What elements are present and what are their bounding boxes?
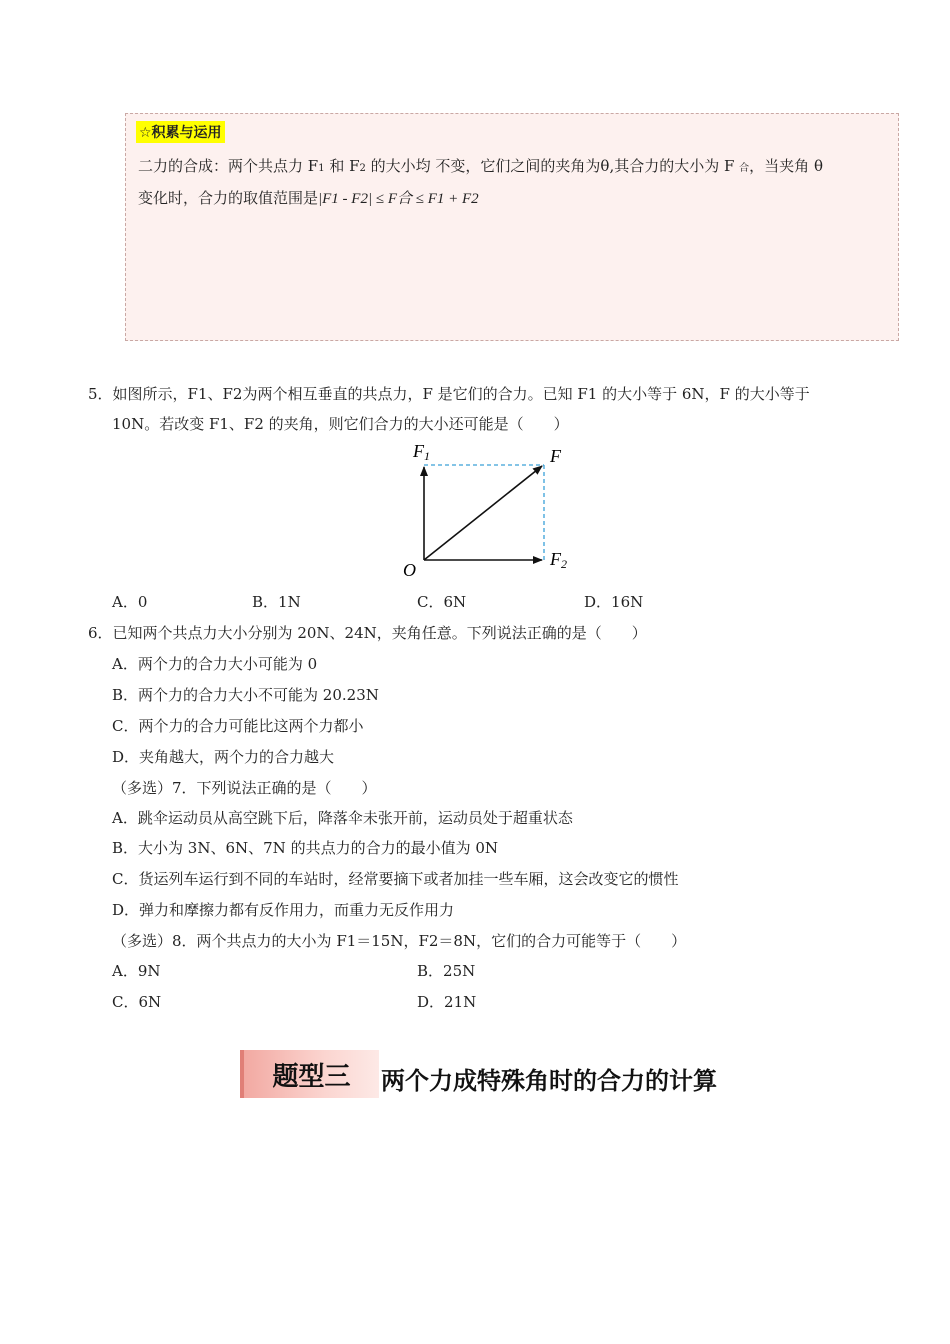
q5-option-a[interactable]: A．0 bbox=[112, 593, 148, 611]
label-origin: O bbox=[403, 560, 416, 580]
q7-option-a[interactable]: A．跳伞运动员从高空跳下后，降落伞未张开前，运动员处于超重状态 bbox=[112, 809, 573, 827]
q6-option-a[interactable]: A．两个力的合力大小可能为 0 bbox=[112, 655, 318, 673]
force-diagram bbox=[395, 438, 585, 583]
q6-option-c[interactable]: C．两个力的合力可能比这两个力都小 bbox=[112, 717, 364, 735]
q8-option-c[interactable]: C．6N bbox=[112, 993, 162, 1011]
section-title: 两个力成特殊角时的合力的计算 bbox=[381, 1067, 717, 1095]
q7-option-d[interactable]: D．弹力和摩擦力都有反作用力，而重力无反作用力 bbox=[112, 901, 455, 919]
q7-stem: （多选）7．下列说法正确的是（ ） bbox=[112, 779, 377, 797]
section-tag: 题型三 bbox=[240, 1050, 379, 1098]
q5-option-b[interactable]: B．1N bbox=[252, 593, 301, 611]
q7-option-b[interactable]: B．大小为 3N、6N、7N 的共点力的合力的最小值为 0N bbox=[112, 839, 499, 857]
tip-title: ☆积累与运用 bbox=[136, 121, 225, 143]
q6-stem: 6．已知两个共点力大小分别为 20N、24N，夹角任意。下列说法正确的是（ ） bbox=[88, 624, 647, 642]
q6-option-d[interactable]: D．夹角越大，两个力的合力越大 bbox=[112, 748, 335, 766]
label-f2: F2 bbox=[550, 549, 567, 571]
tip-line-2: 变化时，合力的取值范围是|F1 - F2| ≤ F合 ≤ F1 + F2 bbox=[138, 189, 479, 207]
range-formula: |F1 - F2| ≤ F合 ≤ F1 + F2 bbox=[318, 191, 479, 207]
q5-option-d[interactable]: D．16N bbox=[584, 593, 644, 611]
q8-option-a[interactable]: A．9N bbox=[112, 962, 161, 980]
q6-option-b[interactable]: B．两个力的合力大小不可能为 20.23N bbox=[112, 686, 379, 704]
label-f: F bbox=[550, 446, 561, 466]
q5-line-1: 5．如图所示，F1、F2为两个相互垂直的共点力，F 是它们的合力。已知 F1 的大小等于 6N，F 的大小等于 bbox=[88, 385, 810, 403]
q8-option-b[interactable]: B．25N bbox=[417, 962, 476, 980]
q5-option-c[interactable]: C．6N bbox=[417, 593, 467, 611]
tip-line-1: 二力的合成：两个共点力 F1 和 F2 的大小均 不变，它们之间的夹角为θ,其合力的大小为 F 合，当夹角 θ bbox=[138, 157, 823, 175]
q5-line-2: 10N。若改变 F1、F2 的夹角，则它们合力的大小还可能是（ ） bbox=[112, 415, 569, 433]
vector-f bbox=[424, 466, 542, 560]
label-f1: F1 bbox=[413, 441, 430, 463]
q7-option-c[interactable]: C．货运列车运行到不同的车站时，经常要摘下或者加挂一些车厢，这会改变它的惯性 bbox=[112, 870, 679, 888]
tip-box bbox=[125, 113, 899, 341]
q8-stem: （多选）8．两个共点力的大小为 F1＝15N，F2＝8N，它们的合力可能等于（ ） bbox=[112, 932, 687, 950]
q8-option-d[interactable]: D．21N bbox=[417, 993, 477, 1011]
